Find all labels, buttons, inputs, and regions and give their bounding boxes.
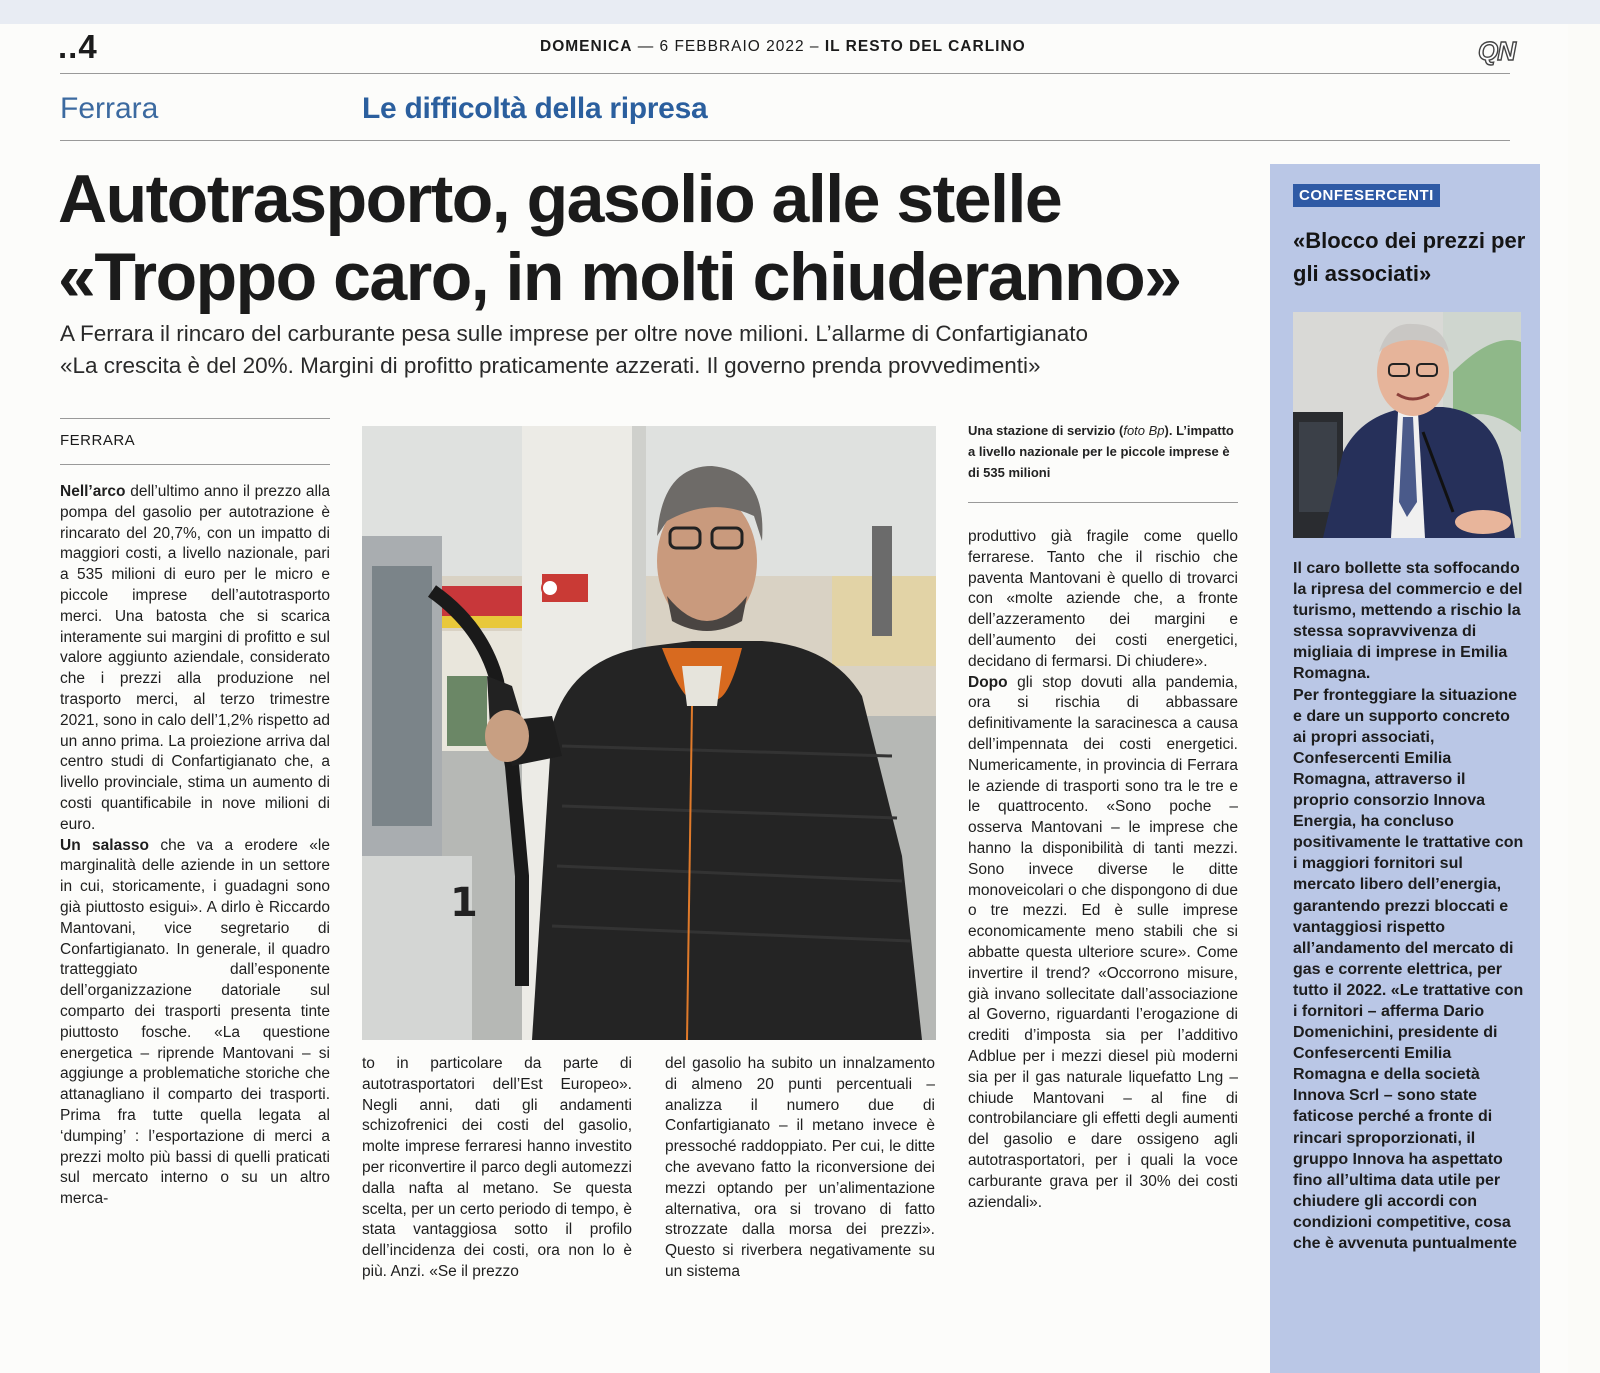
section-rule — [60, 140, 1510, 141]
sidebar-title: «Blocco dei prezzi per gli associati» — [1293, 228, 1526, 286]
caption-rule — [968, 502, 1238, 503]
paragraph-text: del gasolio ha subito un innalzamento di almeno 20 punti percentuali – analizza il numero due di Confartigianato – il metano invece è pressoché raddoppiato. Per cui, le ditte che avevano fatto la riconversione dei mezzi optando per un’alimentazione alternativa, ora si trovano di fatto strozzate dalla morsa dei prezzi». Questo si riverbera negativamente su un sistema — [665, 1055, 935, 1280]
lead-in: Un salasso — [60, 836, 149, 854]
section-kicker: Le difficoltà della ripresa — [362, 92, 708, 125]
paragraph-text: Per fronteggiare la situazione e dare un supporto concreto ai propri associati, Confesercenti Emilia Romagna, attraverso il proprio consorzio Innova Energia, ha concluso positivamente le trattative con i maggiori fornitori sul mercato libero dell’energia, garantendo prezzi bloccati e vantaggiosi rispetto all’andamento del mercato di gas e corrente elettrica, per tutto il 2022. «Le trattative con i fornitori – afferma Dario Domenichini, presidente di Confesercenti Emilia Romagna e della società Innova Scrl – sono state faticose perché a fronte di rincari sproporzionati, il gruppo Innova ha aspettato fino all’ultima data utile per chiudere gli accordi con condizioni competitive, cosa che è avvenuta puntualmente — [1293, 686, 1524, 1252]
photo-fuel-station — [362, 426, 936, 1040]
lead-in: Dopo — [968, 673, 1008, 691]
article-column-4 — [968, 527, 1238, 1337]
photo-speaker-portrait — [1293, 312, 1521, 538]
headline-line-2: «Troppo caro, in molti chiuderanno» — [58, 239, 1181, 315]
deck-line-1: A Ferrara il rincaro del carburante pesa sulle imprese per oltre nove milioni. L’allarme di Confartigianato — [60, 321, 1089, 346]
paragraph — [1293, 558, 1525, 685]
dateline-day: DOMENICA — [540, 38, 633, 55]
sidebar-tag: CONFESERCENTI — [1293, 184, 1440, 207]
article-column-1 — [60, 482, 330, 1330]
article-photo — [362, 426, 936, 1040]
newspaper-name: IL RESTO DEL CARLINO — [824, 38, 1026, 55]
byline-rule-top — [60, 418, 330, 419]
browser-top-strip — [0, 0, 1600, 24]
deck-line-2: «La crescita è del 20%. Margini di profitto praticamente azzerati. Il governo prenda provvedimenti» — [60, 353, 1041, 378]
caption-credit: foto Bp — [1123, 423, 1165, 438]
paragraph-text: to in particolare da parte di autotrasportatori dell’Est Europeo». Negli anni, dati gli andamenti schizofrenici dei costi del gasolio, molte imprese ferraresi hanno investito per riconvertire il parco degli automezzi dalla nafta al metano. Se questa scelta, per un certo periodo di tempo, è stata vantaggiosa sotto il profilo dell’incidenza dei costi, ora non lo è più. Anzi. «Se il prezzo — [362, 1055, 632, 1280]
paragraph-text: produttivo già fragile come quello ferrarese. Tanto che il rischio che paventa Mantovani è quello di trovarci con «molte aziende che, a fronte dell’azzeramento dei margini e dell’aumento dei costi energetici, decidano di fermarsi. Di chiudere». — [968, 528, 1238, 670]
photo-caption — [968, 420, 1238, 483]
dateline — [540, 38, 1026, 56]
dateline-dash: – — [809, 38, 825, 55]
page-number: ..4 — [58, 28, 98, 65]
qn-logo: QN — [1478, 36, 1515, 66]
section-label: Ferrara — [60, 92, 159, 125]
svg-text:1: 1 — [450, 880, 478, 926]
dateline-dash: — — [637, 38, 660, 55]
dateline-date: 6 FEBBRAIO 2022 — [659, 38, 805, 55]
caption-text: Una stazione di servizio ( — [968, 423, 1124, 438]
article-column-3 — [665, 1054, 935, 1344]
paragraph-text: gli stop dovuti alla pandemia, ora si rischia di abbassare definitivamente la saracinesca a causa dell’impennata dei costi energetici. Numericamente, in provincia di Ferrara le aziende di trasporti sono tra le tre e le quattrocento. «Sono poche – osserva Mantovani – le imprese che hanno la disponibilità di tanti mezzi. Sono invece diverse le ditte monoveicolari o che dispongono di due o tre mezzi. Ed è sulle imprese economicamente meno stabili che si abbatte questa ulteriore scure». Come invertire il trend? «Occorrono misure, già invano sollecitate dall’associazione al Governo, riguardanti l’erogazione di crediti d’imposta sia per l’additivo Adblue per i mezzi diesel più moderni sia per il gas naturale liquefatto Lng – chiude Mantovani – al fine di controbilanciare gli effetti degli aumenti del gasolio e dare ossigeno agli autotrasportatori, per i quali la voce carburante grava per il 30% dei costi aziendali». — [968, 673, 1238, 1211]
sidebar-text — [1293, 558, 1525, 1368]
header-rule — [60, 73, 1510, 74]
article-deck — [60, 318, 1240, 382]
caption-text-rest: ). L’impatto a livello nazionale per le piccole imprese è di 535 milioni — [968, 423, 1234, 480]
lead-in: Nell’arco — [60, 483, 126, 500]
headline — [58, 160, 1238, 316]
headline-line-1: Autotrasporto, gasolio alle stelle — [58, 161, 1062, 237]
paragraph — [60, 836, 330, 1210]
paragraph-text: bollette sta soffocando la ripresa del commercio e del turismo, mettendo a rischio la stessa sopravvivenza di migliaia di imprese in Emilia Romagna. — [1293, 560, 1523, 683]
paragraph-text: dell’ultimo anno il prezzo alla pompa del gasolio per autotrazione è rincarato del 20,7%, con un impatto di maggiori costi, a livello nazionale, pari a 535 milioni di euro per le micro e piccole imprese dell’autotrasporto merci. Una batosta che si scarica interamente sui margini di profitto e sul valore aggiunto aziendale, considerato che i prezzi alla produzione nel trasporto merci, al terzo trimestre 2021, sono in calo dell’1,2% rispetto ad un anno prima. La proiezione arriva dal centro studi di Confartigianato che, a livello provinciale, stima un aumento di costi quantificabile in nove milioni di euro. — [60, 483, 330, 833]
paragraph — [968, 673, 1238, 1214]
byline-rule-bottom — [60, 464, 330, 465]
lead-in: Il caro — [1293, 560, 1341, 577]
paragraph-text: che va a erodere «le marginalità delle aziende in un settore in cui, storicamente, i guadagni sono già piuttosto esigui». A dirlo è Riccardo Mantovani, vice segretario di Confartigianato. In generale, il quadro tratteggiato dall’esponente dell’organizzazione datoriale sul comparto dei trasporti presenta tinte piuttosto fosche. «La questione energetica – riprende Mantovani – si aggiunge a problematiche storiche che attanagliano il comparto dei trasporti. Prima fra tutte quella legata al ‘dumping’ : l’esportazione di merci a prezzi molto più bassi di quelli praticati sul mercato interno o su un altro merca- — [60, 836, 330, 1208]
byline: FERRARA — [60, 432, 136, 449]
paragraph — [60, 482, 330, 836]
sidebar-photo — [1293, 312, 1521, 538]
article-column-2 — [362, 1054, 632, 1344]
